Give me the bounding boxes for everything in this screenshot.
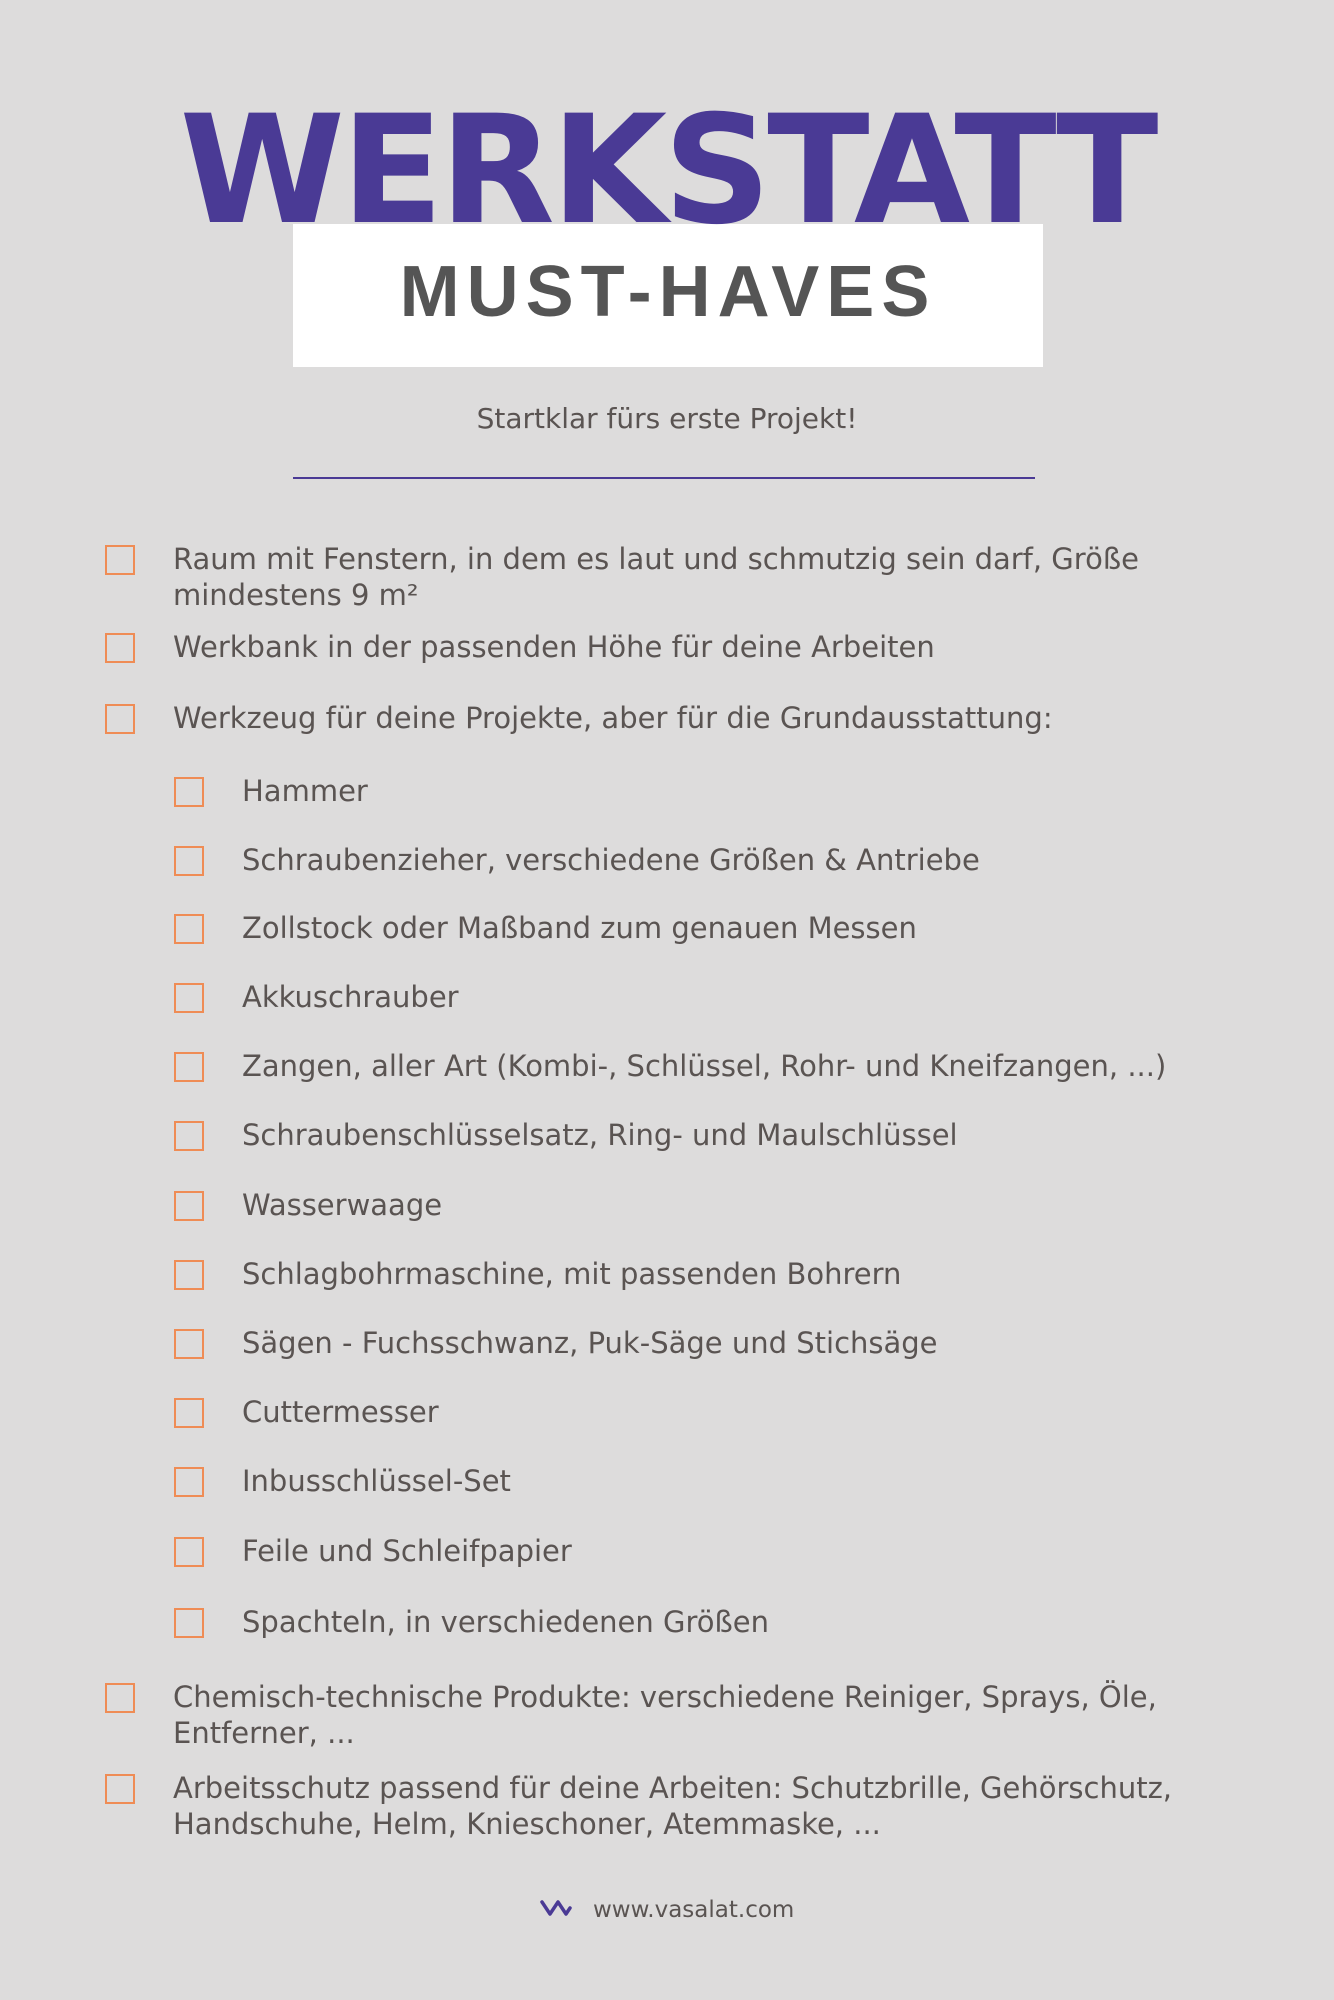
checkbox[interactable] <box>174 1398 204 1428</box>
footer <box>0 1896 1334 1924</box>
checklist-item-label: Werkzeug für deine Projekte, aber für die Grundausstattung: <box>173 701 1053 735</box>
checklist-item-label: Zangen, aller Art (Kombi-, Schlüssel, Rohr- und Kneifzangen, ...) <box>242 1049 1167 1083</box>
checklist-item-label: Wasserwaage <box>242 1188 443 1222</box>
checkbox[interactable] <box>174 1537 204 1567</box>
checklist-item-label: Schlagbohrmaschine, mit passenden Bohrern <box>242 1257 902 1291</box>
checkbox[interactable] <box>174 1121 204 1151</box>
page-title: WERKSTATT <box>179 84 1155 258</box>
checklist-item-label: Spachteln, in verschiedenen Größen <box>242 1605 769 1639</box>
checkbox[interactable] <box>174 983 204 1013</box>
checklist-item-label: Akkuschrauber <box>242 980 459 1014</box>
checklist-item-label: Schraubenschlüsselsatz, Ring- und Maulschlüssel <box>242 1118 958 1152</box>
checkbox[interactable] <box>105 545 135 575</box>
checkbox[interactable] <box>105 1774 135 1804</box>
tagline: Startklar fürs erste Projekt! <box>476 402 858 435</box>
checkbox[interactable] <box>174 914 204 944</box>
checkbox[interactable] <box>105 633 135 663</box>
checkbox[interactable] <box>174 1608 204 1638</box>
checkbox[interactable] <box>105 704 135 734</box>
checklist-item-label: Schraubenzieher, verschiedene Größen & Antriebe <box>242 843 980 877</box>
checklist-item-label: Cuttermesser <box>242 1395 439 1429</box>
checkbox[interactable] <box>105 1683 135 1713</box>
checkbox[interactable] <box>174 1467 204 1497</box>
checklist-item-label: Raum mit Fenstern, in dem es laut und schmutzig sein darf, Größe mindestens 9 m² <box>173 542 1139 612</box>
checklist-item-label: Werkbank in der passenden Höhe für deine Arbeiten <box>173 630 935 664</box>
checkbox[interactable] <box>174 777 204 807</box>
divider <box>293 477 1035 479</box>
checklist-item-label: Hammer <box>242 774 368 808</box>
website-url[interactable]: www.vasalat.com <box>592 1897 795 1923</box>
checklist-item-label: Feile und Schleifpapier <box>242 1534 572 1568</box>
vasalat-logo-icon <box>540 1896 572 1924</box>
checkbox[interactable] <box>174 1329 204 1359</box>
page-subtitle: MUST-HAVES <box>399 252 937 332</box>
checklist-item-label: Sägen - Fuchsschwanz, Puk-Säge und Stichsäge <box>242 1326 938 1360</box>
checkbox[interactable] <box>174 1260 204 1290</box>
checklist-item-label: Arbeitsschutz passend für deine Arbeiten: Schutzbrille, Gehörschutz, Handschuhe, Helm, Knieschoner, Atemmaske, ... <box>173 1771 1173 1841</box>
checklist-item-label: Chemisch-technische Produkte: verschiedene Reiniger, Sprays, Öle, Entferner, ... <box>173 1680 1157 1750</box>
checklist-item-label: Zollstock oder Maßband zum genauen Messen <box>242 911 917 945</box>
checkbox[interactable] <box>174 846 204 876</box>
checkbox[interactable] <box>174 1052 204 1082</box>
checklist-item-label: Inbusschlüssel-Set <box>242 1464 511 1498</box>
checkbox[interactable] <box>174 1191 204 1221</box>
